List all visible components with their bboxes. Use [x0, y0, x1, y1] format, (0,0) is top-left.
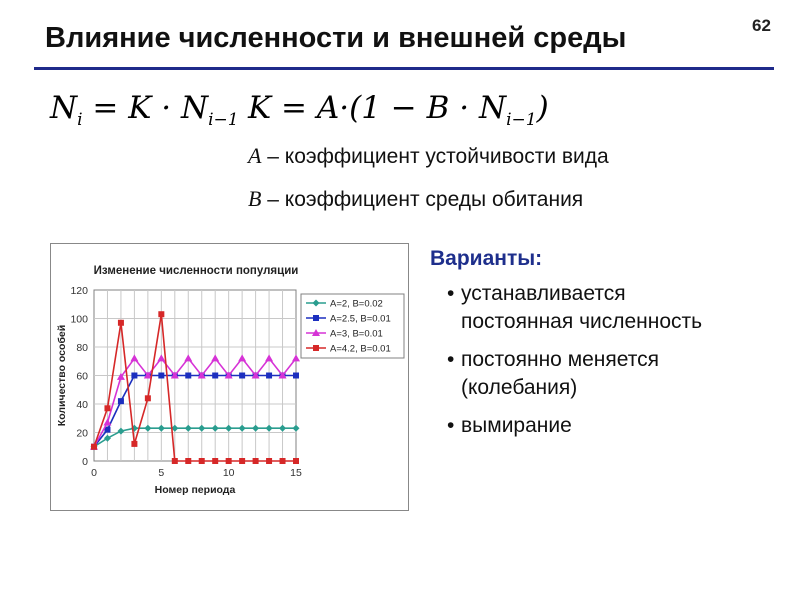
- legend-entry: A=2.5, B=0.01: [330, 313, 391, 325]
- data-point: [199, 458, 205, 464]
- formula-subscript: i−1: [506, 110, 537, 131]
- formula-term: N: [478, 90, 507, 126]
- data-point: [212, 373, 218, 379]
- data-point: [158, 311, 164, 317]
- y-tick-label: 100: [70, 313, 88, 326]
- data-point: [266, 458, 272, 464]
- data-point: [131, 441, 137, 447]
- y-tick-label: 0: [82, 456, 88, 468]
- definition-symbol: A: [248, 143, 262, 168]
- variants-list: [447, 280, 702, 450]
- chart-title: Изменение численности популяции: [93, 265, 299, 277]
- list-item: [447, 412, 702, 440]
- data-point: [131, 373, 137, 379]
- legend-entry: A=4.2, B=0.01: [330, 343, 391, 355]
- data-point: [118, 320, 124, 326]
- definition-b: [248, 186, 583, 212]
- formula-coefficient: [248, 90, 549, 130]
- formula-term: N: [180, 90, 209, 126]
- data-point: [266, 373, 272, 379]
- data-point: [185, 458, 191, 464]
- variants-heading: Варианты:: [430, 247, 543, 270]
- y-tick-label: 60: [76, 370, 88, 383]
- definition-text: – коэффициент устойчивости вида: [261, 145, 609, 168]
- data-point: [293, 373, 299, 379]
- y-tick-label: 120: [70, 285, 88, 297]
- formula-operator: = K ·: [82, 90, 181, 126]
- legend-marker: [313, 315, 319, 321]
- y-tick-label: 80: [76, 342, 88, 354]
- list-item-line: • постоянно меняется: [461, 348, 660, 371]
- x-tick-label: 5: [158, 467, 165, 479]
- list-item-line: • устанавливается: [461, 282, 626, 305]
- x-tick-label: 10: [222, 467, 235, 479]
- formula-subscript: i−1: [208, 110, 239, 131]
- y-tick-label: 40: [76, 399, 88, 411]
- data-point: [91, 444, 97, 450]
- data-point: [118, 398, 124, 404]
- data-point: [212, 458, 218, 464]
- definition-symbol: B: [248, 186, 262, 211]
- formula-operator: ): [536, 90, 549, 126]
- formula-growth: [50, 90, 239, 130]
- data-point: [104, 405, 110, 411]
- definition-text: – коэффициент среды обитания: [261, 188, 584, 211]
- data-point: [280, 458, 286, 464]
- formula-subscript: i: [77, 110, 83, 131]
- formula-operator: = A·(1 − B ·: [271, 90, 479, 126]
- y-tick-label: 20: [76, 427, 88, 440]
- y-axis-label: Количество особей: [56, 324, 68, 427]
- population-chart: [50, 243, 409, 511]
- list-item-line: • вымирание: [461, 414, 572, 437]
- data-point: [145, 395, 151, 401]
- legend-entry: A=2, B=0.02: [330, 298, 383, 310]
- data-point: [185, 373, 191, 379]
- legend-marker: [313, 345, 319, 351]
- title-underline: [34, 67, 774, 70]
- data-point: [239, 373, 245, 379]
- list-item: [447, 280, 702, 336]
- data-point: [253, 458, 259, 464]
- list-item-line: (колебания): [461, 376, 578, 399]
- definition-a: [248, 143, 609, 169]
- page-title: Влияние численности и внешней среды: [45, 22, 627, 54]
- list-item-line: постоянная численность: [461, 310, 703, 333]
- formula-term: K: [248, 90, 272, 126]
- data-point: [293, 458, 299, 464]
- data-point: [158, 373, 164, 379]
- formula-term: N: [50, 90, 78, 126]
- slide-number: 62: [752, 16, 771, 35]
- legend-entry: A=3, B=0.01: [330, 328, 383, 340]
- x-tick-label: 15: [290, 467, 302, 479]
- data-point: [172, 458, 178, 464]
- data-point: [226, 458, 232, 464]
- population-chart-svg: [51, 244, 408, 510]
- x-tick-label: 0: [91, 467, 97, 479]
- list-item: [447, 346, 702, 402]
- x-axis-label: Номер периода: [154, 484, 236, 496]
- data-point: [239, 458, 245, 464]
